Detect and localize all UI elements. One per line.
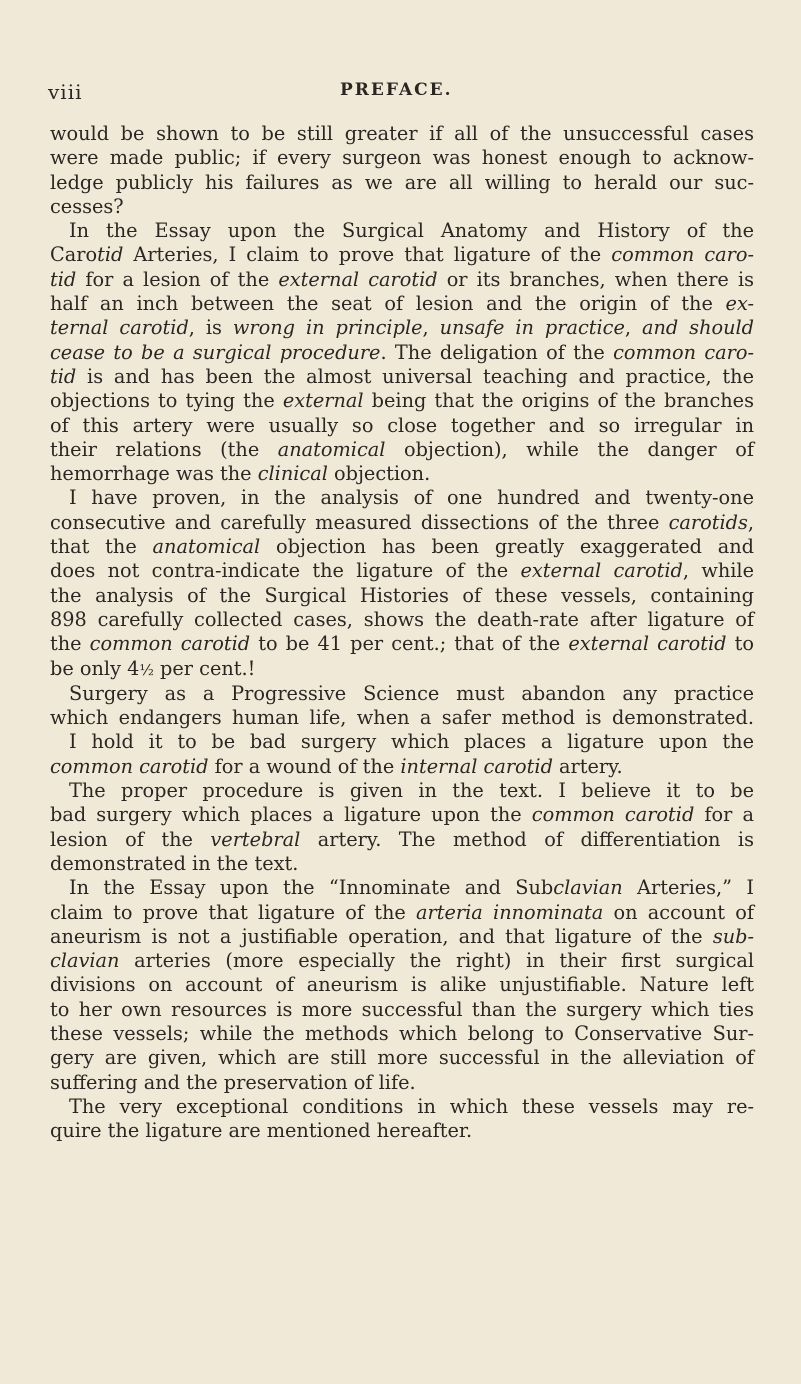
text-line: be only 4½ per cent.! [50, 656, 256, 680]
text-line: ternal carotid, is wrong in principle, unsafe in practice, and should [50, 316, 755, 340]
text-line: cesses? [50, 194, 124, 218]
running-title: PREFACE. [340, 80, 453, 100]
text-line: half an inch between the seat of lesion and the origin of the ex- [50, 292, 754, 316]
text-line: these vessels; while the methods which belong to Conservative Sur- [50, 1021, 754, 1045]
text-line: claim to prove that ligature of the arteria innominata on account of [50, 900, 754, 924]
text-line: would be shown to be still greater if all of the unsuccessful cases [50, 122, 754, 145]
text-line: quire the ligature are mentioned hereafter. [50, 1119, 473, 1143]
body-text [50, 122, 754, 1143]
page-number: viii [48, 80, 83, 104]
text-line: to her own resources is more successful than the surgery which ties [50, 997, 754, 1021]
text-line: of this artery were usually so close together and so irregular in [50, 413, 754, 437]
text-line: lesion of the vertebral artery. The method of differentiation is [50, 827, 754, 851]
text-line: which endangers human life, when a safer method is demonstrated. [50, 706, 754, 730]
page-header [48, 80, 754, 106]
text-line: tid for a lesion of the external carotid or its branches, when there is [50, 267, 755, 291]
text-line: I have proven, in the analysis of one hundred and twenty-one [69, 486, 754, 510]
text-line: aneurism is not a justifiable operation, and that ligature of the sub- [50, 924, 754, 948]
text-line: the analysis of the Surgical Histories of these vessels, containing [50, 583, 754, 607]
text-line: clavian arteries (more especially the right) in their first surgical [50, 949, 754, 973]
text-line: In the Essay upon the Surgical Anatomy and History of the [69, 219, 754, 243]
text-line: Carotid Arteries, I claim to prove that ligature of the common caro- [50, 243, 754, 267]
text-line: gery are given, which are still more successful in the alleviation of [50, 1046, 754, 1070]
text-line: cease to be a surgical procedure. The deligation of the common caro- [50, 340, 755, 364]
text-line: The proper procedure is given in the text. I believe it to be [69, 779, 754, 803]
text-line: consecutive and carefully measured dissections of the three carotids, [50, 510, 754, 534]
text-line: their relations (the anatomical objection), while the danger of [50, 437, 754, 461]
text-line: The very exceptional conditions in which these vessels may re- [69, 1094, 754, 1118]
text-line: the common carotid to be 41 per cent.; that of the external carotid to [50, 632, 754, 656]
text-line: hemorrhage was the clinical objection. [50, 462, 431, 486]
text-line: objections to tying the external being that the origins of the branches [50, 389, 754, 413]
text-line: demonstrated in the text. [50, 851, 299, 875]
text-line: tid is and has been the almost universal teaching and practice, the [50, 364, 754, 388]
text-line: that the anatomical objection has been greatly exaggerated and [50, 535, 754, 559]
text-line: ledge publicly his failures as we are all willing to herald our suc- [50, 170, 754, 194]
text-line: bad surgery which places a ligature upon the common carotid for a [50, 803, 754, 827]
text-line: Surgery as a Progressive Science must abandon any practice [69, 681, 754, 705]
text-line: suffering and the preservation of life. [50, 1070, 416, 1094]
text-line: does not contra-indicate the ligature of the external carotid, while [50, 559, 754, 583]
text-line: were made public; if every surgeon was honest enough to acknow- [50, 146, 754, 170]
text-line: 898 carefully collected cases, shows the death-rate after ligature of [50, 607, 754, 631]
text-line: I hold it to be bad surgery which places a ligature upon the [69, 730, 754, 754]
text-line: In the Essay upon the “Innominate and Subclavian Arteries,” I [69, 876, 754, 900]
text-line: divisions on account of aneurism is alike unjustifiable. Nature left [50, 973, 754, 997]
text-line: common carotid for a wound of the internal carotid artery. [50, 754, 623, 778]
